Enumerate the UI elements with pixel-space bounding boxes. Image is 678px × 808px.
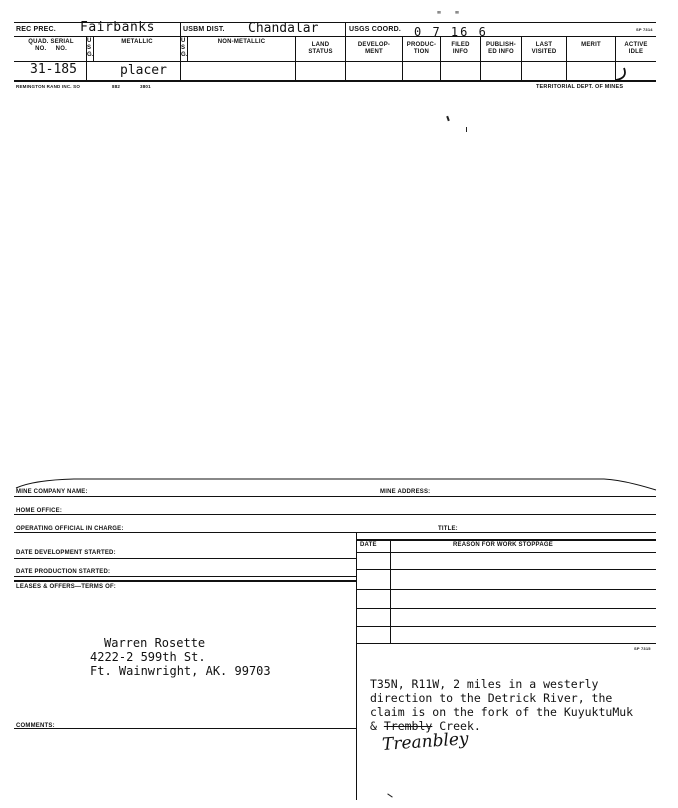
merit-label: MERIT — [581, 42, 601, 48]
territorial-label: TERRITORIAL DEPT. OF MINES — [536, 84, 624, 90]
usg-nonmetal-label: U S G. — [181, 38, 188, 58]
divider — [14, 496, 656, 497]
metallic-label: METALLIC — [121, 39, 153, 45]
divider — [356, 626, 656, 627]
production-label: PRODUC- TION — [406, 42, 437, 55]
divider — [390, 539, 391, 643]
date-column-label: DATE — [360, 542, 377, 548]
address-line3: Ft. Wainwright, AK. 99703 — [90, 664, 271, 678]
quad-serial-label: QUAD. SERIAL NO. NO. — [28, 39, 74, 52]
operating-official-label: OPERATING OFFICIAL IN CHARGE: — [16, 526, 124, 532]
published-info-label: PUBLISH- ED INFO — [486, 42, 516, 55]
rec-prec-value: Fairbanks — [80, 20, 155, 35]
usgs-coord-label: USGS COORD. — [349, 26, 401, 33]
divider — [356, 608, 656, 609]
metallic-value: placer — [120, 63, 167, 78]
struck-word: Trembly — [383, 719, 433, 733]
divider — [180, 22, 181, 36]
location-line1: T35N, R11W, 2 miles in a westerly — [370, 677, 599, 691]
usbm-dist-label: USBM DIST. — [183, 26, 225, 33]
divider — [356, 532, 357, 800]
filed-info-label: FILED INFO — [451, 42, 470, 55]
active-checkmark-icon — [612, 64, 636, 84]
card-bottom-rule — [14, 80, 656, 82]
address-line2: 4222-2 599th St. — [90, 650, 206, 664]
non-metallic-label: NON-METALLIC — [217, 39, 266, 45]
rec-prec-label: REC PREC. — [16, 26, 56, 33]
quad-serial-value: 31-185 — [30, 62, 77, 77]
speck — [466, 127, 467, 132]
usbm-dist-value: Chandalar — [248, 21, 319, 36]
leases-label: LEASES & OFFERS—TERMS OF: — [16, 584, 117, 590]
card-top-edge — [14, 476, 658, 496]
land-status-label: LAND STATUS — [308, 42, 333, 55]
mine-address-label: MINE ADDRESS: — [380, 489, 431, 495]
location-line2: direction to the Detrick River, the — [370, 691, 613, 705]
date-development-label: DATE DEVELOPMENT STARTED: — [16, 550, 116, 556]
reason-column-label: REASON FOR WORK STOPPAGE — [453, 542, 553, 548]
usgs-coord-value: 0 7 16 6 — [414, 25, 488, 39]
speck — [387, 793, 392, 797]
home-office-label: HOME OFFICE: — [16, 508, 63, 514]
location-line3-extra: Muk — [612, 705, 634, 719]
divider — [14, 514, 656, 515]
divider — [356, 552, 656, 553]
printer-label: REMINGTON RAND INC. SO — [16, 84, 81, 89]
handwritten-correction: Treanbley — [381, 729, 470, 755]
usgs-coord-marks: " " — [436, 10, 464, 21]
active-idle-label: ACTIVE IDLE — [624, 42, 648, 55]
divider — [356, 569, 656, 570]
speck — [446, 116, 450, 121]
divider — [14, 580, 356, 582]
mine-company-name-label: MINE COMPANY NAME: — [16, 489, 88, 495]
divider — [356, 643, 656, 644]
header-rule — [14, 36, 656, 37]
divider — [14, 576, 356, 577]
divider — [356, 589, 656, 590]
form-number-top: SP 7314 — [636, 27, 653, 32]
last-visited-label: LAST VISITED — [531, 42, 557, 55]
divider — [14, 558, 356, 559]
location-line3: claim is on the fork of the KuyuktuMuk — [370, 705, 634, 719]
title-label: TITLE: — [438, 526, 458, 532]
usg-metal-label: U S G. — [87, 38, 94, 58]
divider — [14, 728, 356, 729]
printer-code2: 3801 — [140, 84, 151, 89]
address-line1: Warren Rosette — [104, 636, 206, 650]
columns-rule — [14, 61, 656, 62]
comments-label: COMMENTS: — [16, 723, 55, 729]
printer-code1: 882 — [112, 84, 121, 89]
divider — [345, 22, 346, 36]
form-number-bottom: SP 7315 — [634, 646, 651, 651]
divider — [14, 532, 656, 533]
date-production-label: DATE PRODUCTION STARTED: — [16, 569, 111, 575]
location-line4: & Trembly Creek. — [370, 719, 481, 733]
development-label: DEVELOP- MENT — [357, 42, 391, 55]
divider — [356, 539, 656, 541]
